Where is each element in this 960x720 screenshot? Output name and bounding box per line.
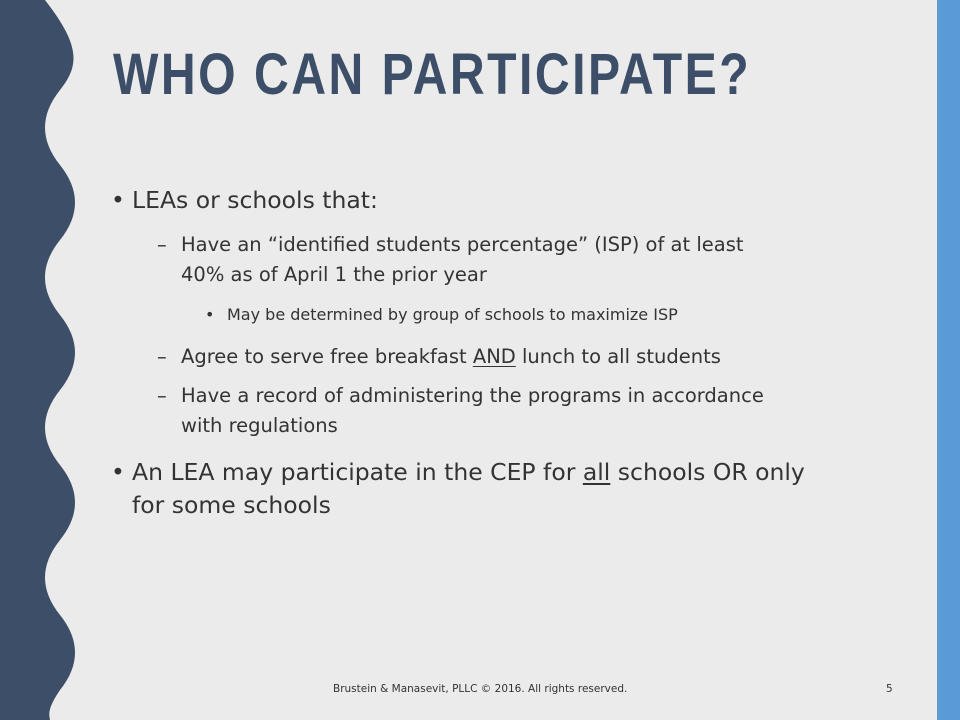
sub-bullet-text-line2: with regulations — [181, 414, 338, 437]
bullet-text: LEAs or schools that: — [132, 186, 378, 214]
dash-marker: – — [157, 345, 167, 368]
bullet-text-line1: An LEA may participate in the CEP for all schools OR only — [132, 458, 805, 486]
sub-sub-bullet-text: May be determined by group of schools to maximize ISP — [227, 305, 678, 324]
underlined-all: all — [582, 458, 611, 486]
dash-marker: – — [157, 384, 167, 407]
underlined-and: AND — [472, 345, 516, 368]
page-number: 5 — [886, 683, 893, 695]
slide-title: WHO CAN PARTICIPATE? — [113, 42, 752, 107]
sub-bullet-text: Agree to serve free breakfast AND lunch to all students — [181, 345, 721, 368]
bullet-text-line2: for some schools — [132, 491, 331, 519]
left-wave-decoration — [0, 0, 90, 720]
sub-bullet-text-line2: 40% as of April 1 the prior year — [181, 263, 487, 286]
dash-marker: – — [157, 233, 167, 256]
sub-bullet-text-line1: Have a record of administering the programs in accordance — [181, 384, 764, 407]
right-accent-bar — [937, 0, 960, 720]
sub-bullet-text-line1: Have an “identified students percentage” (ISP) of at least — [181, 233, 744, 256]
bullet-marker: • — [111, 458, 125, 486]
bullet-marker: • — [111, 186, 125, 214]
bullet-marker: • — [205, 305, 215, 324]
footer-copyright: Brustein & Manasevit, PLLC © 2016. All rights reserved. — [333, 683, 628, 695]
